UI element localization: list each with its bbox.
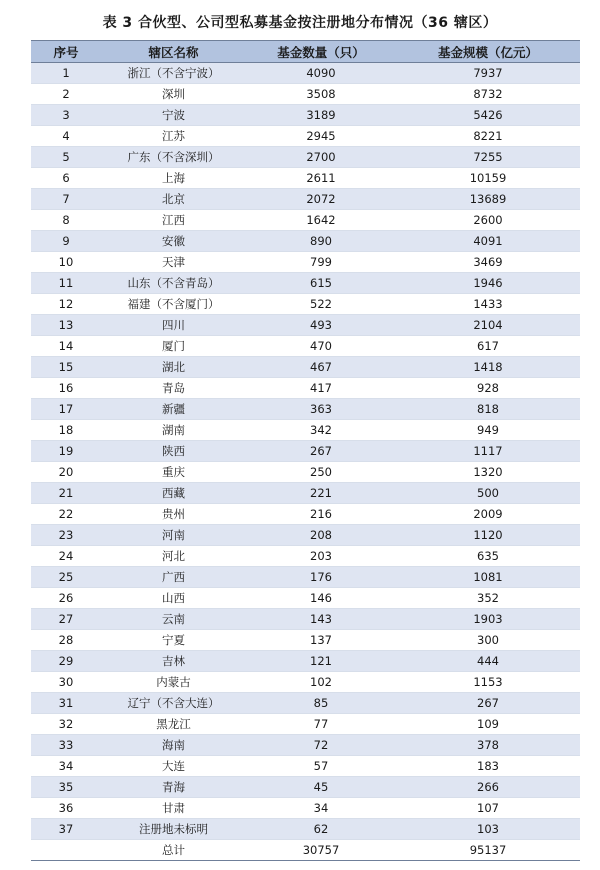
cell-index: 24 bbox=[31, 546, 101, 567]
cell-region: 重庆 bbox=[101, 462, 246, 483]
cell-fund-count: 176 bbox=[246, 567, 396, 588]
cell-index: 3 bbox=[31, 105, 101, 126]
cell-fund-scale: 949 bbox=[396, 420, 580, 441]
cell-fund-scale: 1903 bbox=[396, 609, 580, 630]
cell-region: 福建（不含厦门） bbox=[101, 294, 246, 315]
cell-index: 19 bbox=[31, 441, 101, 462]
cell-fund-count: 799 bbox=[246, 252, 396, 273]
table-row bbox=[31, 84, 580, 105]
cell-region: 注册地未标明 bbox=[101, 819, 246, 840]
cell-index: 17 bbox=[31, 399, 101, 420]
cell-fund-scale: 635 bbox=[396, 546, 580, 567]
cell-index: 21 bbox=[31, 483, 101, 504]
cell-region: 云南 bbox=[101, 609, 246, 630]
cell-index: 35 bbox=[31, 777, 101, 798]
cell-fund-count: 216 bbox=[246, 504, 396, 525]
cell-fund-count: 45 bbox=[246, 777, 396, 798]
cell-fund-scale: 300 bbox=[396, 630, 580, 651]
cell-fund-scale: 8732 bbox=[396, 84, 580, 105]
cell-fund-count: 146 bbox=[246, 588, 396, 609]
cell-fund-count: 1642 bbox=[246, 210, 396, 231]
cell-fund-count: 267 bbox=[246, 441, 396, 462]
table-title: 表 3 合伙型、公司型私募基金按注册地分布情况（36 辖区） bbox=[102, 15, 498, 31]
cell-fund-scale: 928 bbox=[396, 378, 580, 399]
cell-fund-scale: 7937 bbox=[396, 63, 580, 84]
cell-region: 宁波 bbox=[101, 105, 246, 126]
table-row bbox=[31, 567, 580, 588]
cell-region: 宁夏 bbox=[101, 630, 246, 651]
cell-fund-scale: 2104 bbox=[396, 315, 580, 336]
table-row bbox=[31, 609, 580, 630]
table-row bbox=[31, 672, 580, 693]
cell-index: 34 bbox=[31, 756, 101, 777]
cell-fund-scale: 4091 bbox=[396, 231, 580, 252]
table-row bbox=[31, 630, 580, 651]
table-row bbox=[31, 189, 580, 210]
total-cell-fund-scale: 95137 bbox=[396, 840, 580, 861]
table-row bbox=[31, 756, 580, 777]
cell-region: 山西 bbox=[101, 588, 246, 609]
cell-fund-count: 2700 bbox=[246, 147, 396, 168]
table-row bbox=[31, 777, 580, 798]
cell-index: 30 bbox=[31, 672, 101, 693]
cell-index: 5 bbox=[31, 147, 101, 168]
cell-region: 上海 bbox=[101, 168, 246, 189]
cell-index: 29 bbox=[31, 651, 101, 672]
cell-fund-scale: 1081 bbox=[396, 567, 580, 588]
cell-fund-scale: 352 bbox=[396, 588, 580, 609]
cell-index: 28 bbox=[31, 630, 101, 651]
cell-fund-count: 137 bbox=[246, 630, 396, 651]
total-cell-index bbox=[31, 840, 101, 861]
cell-region: 陕西 bbox=[101, 441, 246, 462]
cell-region: 贵州 bbox=[101, 504, 246, 525]
cell-fund-count: 2945 bbox=[246, 126, 396, 147]
cell-region: 深圳 bbox=[101, 84, 246, 105]
cell-index: 11 bbox=[31, 273, 101, 294]
cell-region: 河南 bbox=[101, 525, 246, 546]
table-row bbox=[31, 105, 580, 126]
table-row bbox=[31, 483, 580, 504]
cell-region: 厦门 bbox=[101, 336, 246, 357]
cell-fund-count: 467 bbox=[246, 357, 396, 378]
cell-fund-scale: 13689 bbox=[396, 189, 580, 210]
cell-fund-scale: 378 bbox=[396, 735, 580, 756]
table-row bbox=[31, 504, 580, 525]
cell-index: 6 bbox=[31, 168, 101, 189]
cell-index: 32 bbox=[31, 714, 101, 735]
cell-index: 10 bbox=[31, 252, 101, 273]
cell-index: 25 bbox=[31, 567, 101, 588]
cell-fund-count: 470 bbox=[246, 336, 396, 357]
total-cell-fund-count: 30757 bbox=[246, 840, 396, 861]
cell-fund-scale: 103 bbox=[396, 819, 580, 840]
cell-region: 青岛 bbox=[101, 378, 246, 399]
header-region: 辖区名称 bbox=[101, 41, 246, 63]
cell-fund-scale: 1117 bbox=[396, 441, 580, 462]
cell-fund-scale: 107 bbox=[396, 798, 580, 819]
table-row bbox=[31, 714, 580, 735]
table-row bbox=[31, 399, 580, 420]
cell-region: 青海 bbox=[101, 777, 246, 798]
cell-index: 1 bbox=[31, 63, 101, 84]
cell-index: 31 bbox=[31, 693, 101, 714]
table-row bbox=[31, 294, 580, 315]
cell-fund-scale: 2600 bbox=[396, 210, 580, 231]
cell-fund-count: 522 bbox=[246, 294, 396, 315]
cell-index: 20 bbox=[31, 462, 101, 483]
cell-index: 22 bbox=[31, 504, 101, 525]
cell-fund-scale: 500 bbox=[396, 483, 580, 504]
cell-region: 天津 bbox=[101, 252, 246, 273]
cell-region: 大连 bbox=[101, 756, 246, 777]
cell-region: 江苏 bbox=[101, 126, 246, 147]
cell-fund-count: 72 bbox=[246, 735, 396, 756]
table-row bbox=[31, 420, 580, 441]
cell-region: 湖北 bbox=[101, 357, 246, 378]
table-row bbox=[31, 735, 580, 756]
table-row bbox=[31, 357, 580, 378]
cell-region: 广东（不含深圳） bbox=[101, 147, 246, 168]
cell-fund-scale: 1418 bbox=[396, 357, 580, 378]
table-row bbox=[31, 315, 580, 336]
cell-index: 7 bbox=[31, 189, 101, 210]
table-row bbox=[31, 378, 580, 399]
total-cell-region: 总计 bbox=[101, 840, 246, 861]
cell-region: 广西 bbox=[101, 567, 246, 588]
cell-fund-count: 890 bbox=[246, 231, 396, 252]
cell-fund-scale: 1120 bbox=[396, 525, 580, 546]
cell-index: 13 bbox=[31, 315, 101, 336]
cell-fund-scale: 266 bbox=[396, 777, 580, 798]
table-row bbox=[31, 798, 580, 819]
cell-fund-scale: 109 bbox=[396, 714, 580, 735]
cell-index: 16 bbox=[31, 378, 101, 399]
table-row bbox=[31, 210, 580, 231]
table-row bbox=[31, 693, 580, 714]
cell-region: 新疆 bbox=[101, 399, 246, 420]
cell-fund-count: 102 bbox=[246, 672, 396, 693]
cell-fund-count: 121 bbox=[246, 651, 396, 672]
cell-fund-count: 57 bbox=[246, 756, 396, 777]
header-row bbox=[31, 41, 580, 63]
cell-region: 海南 bbox=[101, 735, 246, 756]
cell-fund-count: 77 bbox=[246, 714, 396, 735]
cell-fund-scale: 5426 bbox=[396, 105, 580, 126]
cell-region: 吉林 bbox=[101, 651, 246, 672]
cell-fund-count: 3508 bbox=[246, 84, 396, 105]
cell-fund-count: 4090 bbox=[246, 63, 396, 84]
cell-fund-scale: 8221 bbox=[396, 126, 580, 147]
cell-region: 甘肃 bbox=[101, 798, 246, 819]
cell-index: 23 bbox=[31, 525, 101, 546]
table-row bbox=[31, 525, 580, 546]
table-row bbox=[31, 168, 580, 189]
cell-fund-count: 2611 bbox=[246, 168, 396, 189]
table-row bbox=[31, 63, 580, 84]
cell-fund-count: 221 bbox=[246, 483, 396, 504]
fund-distribution-table bbox=[31, 40, 580, 861]
table-row bbox=[31, 252, 580, 273]
cell-fund-count: 3189 bbox=[246, 105, 396, 126]
table-row bbox=[31, 441, 580, 462]
cell-region: 内蒙古 bbox=[101, 672, 246, 693]
cell-index: 14 bbox=[31, 336, 101, 357]
cell-index: 8 bbox=[31, 210, 101, 231]
cell-fund-count: 615 bbox=[246, 273, 396, 294]
cell-index: 4 bbox=[31, 126, 101, 147]
cell-fund-scale: 444 bbox=[396, 651, 580, 672]
header-fund-scale: 基金规模（亿元） bbox=[396, 41, 580, 63]
table-row bbox=[31, 651, 580, 672]
cell-region: 安徽 bbox=[101, 231, 246, 252]
cell-fund-count: 342 bbox=[246, 420, 396, 441]
cell-fund-scale: 3469 bbox=[396, 252, 580, 273]
cell-fund-count: 62 bbox=[246, 819, 396, 840]
cell-fund-count: 493 bbox=[246, 315, 396, 336]
cell-index: 2 bbox=[31, 84, 101, 105]
cell-region: 山东（不含青岛） bbox=[101, 273, 246, 294]
cell-region: 河北 bbox=[101, 546, 246, 567]
cell-region: 湖南 bbox=[101, 420, 246, 441]
table-row bbox=[31, 336, 580, 357]
cell-fund-scale: 10159 bbox=[396, 168, 580, 189]
cell-index: 27 bbox=[31, 609, 101, 630]
cell-fund-count: 203 bbox=[246, 546, 396, 567]
cell-fund-scale: 1946 bbox=[396, 273, 580, 294]
cell-region: 四川 bbox=[101, 315, 246, 336]
cell-index: 26 bbox=[31, 588, 101, 609]
total-row bbox=[31, 840, 580, 861]
table-row bbox=[31, 462, 580, 483]
table-body bbox=[31, 63, 580, 861]
header-fund-count: 基金数量（只） bbox=[246, 41, 396, 63]
cell-index: 33 bbox=[31, 735, 101, 756]
table-row bbox=[31, 126, 580, 147]
cell-fund-count: 34 bbox=[246, 798, 396, 819]
cell-fund-scale: 818 bbox=[396, 399, 580, 420]
cell-fund-scale: 2009 bbox=[396, 504, 580, 525]
cell-region: 浙江（不含宁波） bbox=[101, 63, 246, 84]
cell-region: 辽宁（不含大连） bbox=[101, 693, 246, 714]
cell-fund-scale: 7255 bbox=[396, 147, 580, 168]
table-row bbox=[31, 819, 580, 840]
cell-index: 18 bbox=[31, 420, 101, 441]
cell-index: 9 bbox=[31, 231, 101, 252]
cell-fund-count: 208 bbox=[246, 525, 396, 546]
cell-index: 37 bbox=[31, 819, 101, 840]
cell-fund-count: 2072 bbox=[246, 189, 396, 210]
cell-index: 12 bbox=[31, 294, 101, 315]
cell-fund-scale: 183 bbox=[396, 756, 580, 777]
cell-fund-scale: 1320 bbox=[396, 462, 580, 483]
table-row bbox=[31, 588, 580, 609]
cell-fund-scale: 1153 bbox=[396, 672, 580, 693]
cell-fund-scale: 617 bbox=[396, 336, 580, 357]
table-row bbox=[31, 231, 580, 252]
cell-region: 江西 bbox=[101, 210, 246, 231]
cell-fund-count: 417 bbox=[246, 378, 396, 399]
cell-fund-count: 143 bbox=[246, 609, 396, 630]
cell-fund-count: 363 bbox=[246, 399, 396, 420]
cell-fund-scale: 267 bbox=[396, 693, 580, 714]
cell-fund-count: 85 bbox=[246, 693, 396, 714]
cell-region: 北京 bbox=[101, 189, 246, 210]
table-row bbox=[31, 273, 580, 294]
cell-index: 15 bbox=[31, 357, 101, 378]
cell-region: 黑龙江 bbox=[101, 714, 246, 735]
cell-fund-scale: 1433 bbox=[396, 294, 580, 315]
cell-index: 36 bbox=[31, 798, 101, 819]
cell-fund-count: 250 bbox=[246, 462, 396, 483]
header-index: 序号 bbox=[31, 41, 101, 63]
cell-region: 西藏 bbox=[101, 483, 246, 504]
table-row bbox=[31, 147, 580, 168]
table-row bbox=[31, 546, 580, 567]
